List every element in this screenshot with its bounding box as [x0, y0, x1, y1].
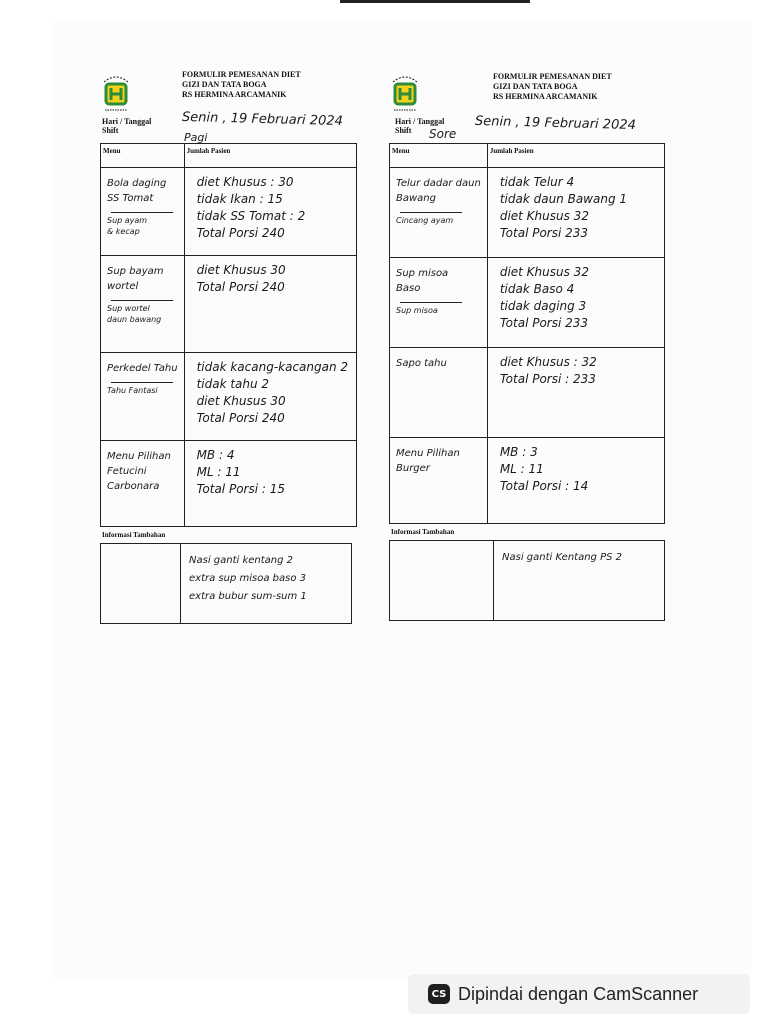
- camscanner-text: Dipindai dengan CamScanner: [458, 983, 699, 1004]
- date-value: Senin , 19 Februari 2024: [474, 113, 637, 134]
- count-cell: [184, 168, 356, 256]
- menu-item: Cincang ayam: [396, 216, 454, 225]
- menu-cell: [390, 168, 488, 258]
- shift-label: Shift: [102, 126, 119, 135]
- menu-item: Fetucini: [107, 466, 147, 477]
- menu-item: Menu Pilihan: [396, 448, 460, 459]
- form-header-line: FORMULIR PEMESANAN DIET: [493, 72, 612, 81]
- count-line: Total Porsi 240: [196, 280, 285, 294]
- info-line: extra bubur sum-sum 1: [189, 591, 307, 602]
- menu-column-header: Menu: [390, 144, 488, 168]
- info-line: Nasi ganti kentang 2: [189, 555, 294, 566]
- menu-column-header: Menu: [101, 144, 185, 168]
- count-line: Total Porsi : 14: [499, 479, 589, 493]
- scan-top-edge: [340, 0, 530, 3]
- hermina-logo-icon: [389, 70, 421, 118]
- menu-item: Tahu Fantasi: [107, 386, 158, 395]
- patient-count-column-header: Jumlah Pasien: [487, 144, 664, 168]
- menu-item: SS Tomat: [107, 193, 154, 204]
- table-row: [390, 348, 665, 438]
- menu-cell: [101, 256, 185, 353]
- camscanner-watermark: [408, 974, 750, 1014]
- count-line: diet Khusus 32: [499, 265, 589, 279]
- count-cell: [487, 438, 664, 524]
- menu-cell: [390, 348, 488, 438]
- count-line: diet Khusus : 32: [499, 355, 597, 369]
- table-row: [101, 168, 357, 256]
- menu-divider: [111, 382, 173, 383]
- table-row: [101, 256, 357, 353]
- form-header-line: FORMULIR PEMESANAN DIET: [182, 70, 301, 79]
- count-line: tidak tahu 2: [196, 377, 270, 391]
- info-line: extra sup misoa baso 3: [189, 573, 306, 584]
- count-line: tidak kacang-kacangan 2: [196, 360, 349, 374]
- count-line: tidak daun Bawang 1: [499, 192, 628, 206]
- count-line: Total Porsi 233: [499, 226, 589, 240]
- info-table: [100, 543, 352, 624]
- info-table: [389, 540, 665, 621]
- menu-item: Sapo tahu: [396, 358, 447, 369]
- shift-value: Sore: [429, 127, 457, 141]
- count-line: ML : 11: [499, 462, 544, 476]
- table-row: [390, 438, 665, 524]
- info-tambahan-label: Informasi Tambahan: [102, 531, 166, 539]
- count-line: ML : 11: [196, 465, 241, 479]
- camscanner-icon: CS: [428, 984, 450, 1004]
- info-tambahan-label: Informasi Tambahan: [391, 528, 455, 536]
- info-blank-cell: [390, 541, 494, 621]
- info-blank-cell: [101, 544, 181, 624]
- count-line: tidak Ikan : 15: [196, 192, 283, 206]
- count-line: tidak SS Tomat : 2: [196, 209, 306, 223]
- count-line: tidak Baso 4: [499, 282, 575, 296]
- count-cell: [184, 441, 356, 527]
- info-cell: [494, 541, 665, 621]
- menu-item: daun bawang: [107, 315, 162, 324]
- menu-cell: [390, 258, 488, 348]
- info-cell: [181, 544, 352, 624]
- count-line: MB : 4: [196, 448, 235, 462]
- menu-table: [100, 143, 357, 527]
- menu-cell: [390, 438, 488, 524]
- menu-item: Perkedel Tahu: [107, 363, 178, 374]
- count-line: diet Khusus 32: [499, 209, 589, 223]
- menu-cell: [101, 441, 185, 527]
- menu-item: & kecap: [107, 227, 140, 236]
- table-row: [101, 353, 357, 441]
- menu-item: Sup bayam: [107, 266, 164, 277]
- patient-count-column-header: Jumlah Pasien: [184, 144, 356, 168]
- count-line: MB : 3: [499, 445, 538, 459]
- count-line: Total Porsi : 15: [196, 482, 285, 496]
- count-line: Total Porsi : 233: [499, 372, 596, 386]
- table-row: [390, 168, 665, 258]
- shift-label: Shift: [395, 126, 412, 135]
- menu-item: Burger: [396, 463, 430, 474]
- menu-item: Bawang: [396, 193, 436, 204]
- count-cell: [487, 258, 664, 348]
- count-line: tidak daging 3: [499, 299, 587, 313]
- count-cell: [487, 348, 664, 438]
- count-line: tidak Telur 4: [499, 175, 575, 189]
- menu-cell: [101, 168, 185, 256]
- menu-item: Sup wortel: [107, 304, 150, 313]
- table-row: [390, 258, 665, 348]
- hari-tanggal-label: Hari / Tanggal: [102, 117, 152, 126]
- menu-divider: [400, 302, 462, 303]
- menu-table: [389, 143, 665, 524]
- form-header-line: RS HERMINA ARCAMANIK: [493, 92, 598, 101]
- form-header: [493, 72, 612, 102]
- count-line: Total Porsi 233: [499, 316, 589, 330]
- menu-item: Menu Pilihan: [107, 451, 171, 462]
- form-header-line: RS HERMINA ARCAMANIK: [182, 90, 287, 99]
- form-header-line: GIZI DAN TATA BOGA: [182, 80, 267, 89]
- menu-item: Sup ayam: [107, 216, 148, 225]
- count-cell: [487, 168, 664, 258]
- menu-item: Carbonara: [107, 481, 160, 492]
- menu-item: Sup misoa: [396, 268, 449, 279]
- count-cell: [184, 256, 356, 353]
- menu-divider: [400, 212, 462, 213]
- menu-item: Bola daging: [107, 178, 167, 189]
- menu-item: Sup misoa: [396, 306, 438, 315]
- form-header-line: GIZI DAN TATA BOGA: [493, 82, 578, 91]
- count-line: diet Khusus 30: [196, 263, 286, 277]
- table-row: [101, 441, 357, 527]
- menu-divider: [111, 300, 173, 301]
- count-line: Total Porsi 240: [196, 226, 285, 240]
- shift-value: Pagi: [184, 131, 208, 144]
- count-cell: [184, 353, 356, 441]
- count-line: diet Khusus 30: [196, 394, 286, 408]
- info-line: Nasi ganti Kentang PS 2: [502, 552, 622, 563]
- menu-item: Telur dadar daun: [396, 178, 481, 189]
- count-line: Total Porsi 240: [196, 411, 285, 425]
- count-line: diet Khusus : 30: [196, 175, 294, 189]
- form-header: [182, 70, 301, 100]
- date-value: Senin , 19 Februari 2024: [181, 109, 344, 130]
- menu-cell: [101, 353, 185, 441]
- menu-item: wortel: [107, 281, 139, 292]
- menu-item: Baso: [396, 283, 421, 294]
- hari-tanggal-label: Hari / Tanggal: [395, 117, 445, 126]
- hermina-logo-icon: [100, 70, 132, 118]
- menu-divider: [111, 212, 173, 213]
